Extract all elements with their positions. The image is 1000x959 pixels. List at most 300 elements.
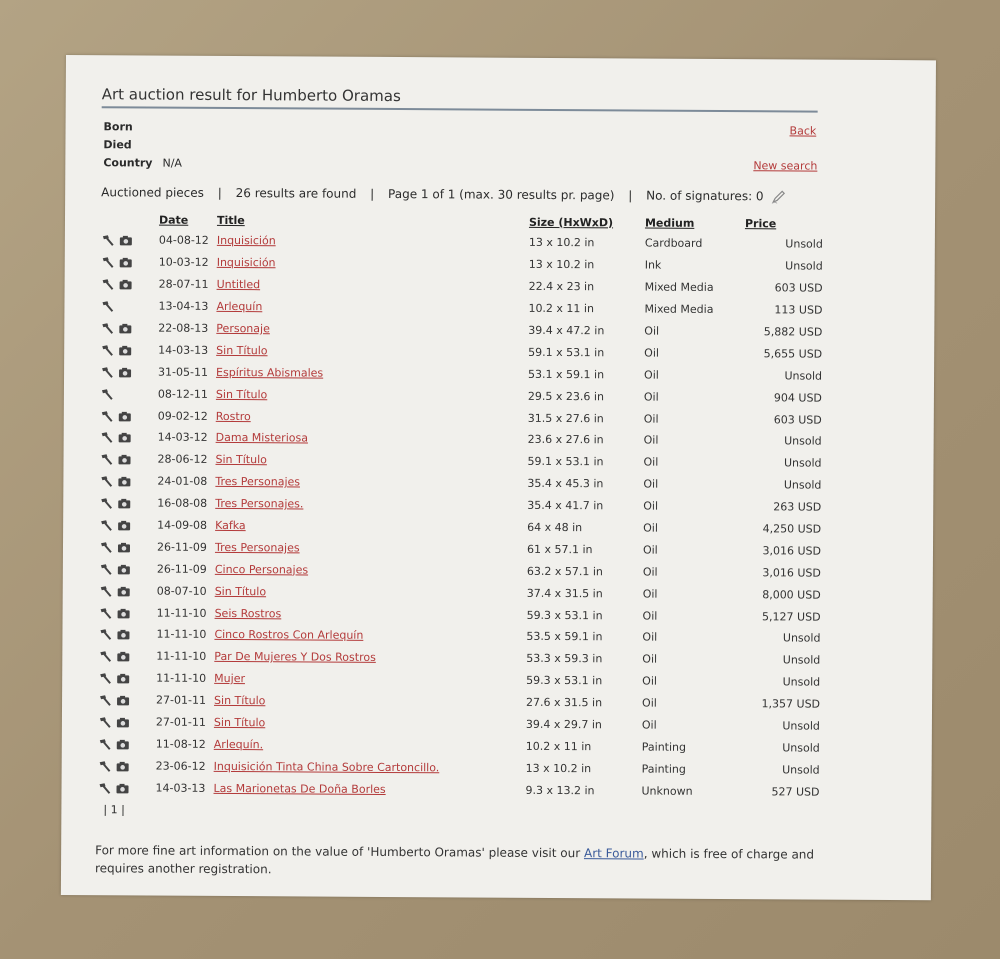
row-date: 28-07-11 xyxy=(158,277,209,292)
cell-size xyxy=(526,670,642,693)
cell-title xyxy=(216,339,528,363)
cell-medium xyxy=(643,561,743,584)
row-medium: Oil xyxy=(643,477,659,491)
camera-icon[interactable] xyxy=(118,431,136,444)
cell-medium xyxy=(643,495,743,518)
camera-icon[interactable] xyxy=(118,343,136,356)
cell-price xyxy=(742,671,820,693)
cell-price xyxy=(743,452,821,474)
camera-icon[interactable] xyxy=(117,453,135,466)
gavel-icon[interactable] xyxy=(101,234,119,247)
gavel-icon[interactable] xyxy=(99,584,117,597)
gavel-icon[interactable] xyxy=(100,431,118,444)
cell-price xyxy=(742,715,820,737)
row-size: 39.4 x 47.2 in xyxy=(528,323,605,338)
row-price: 527 USD xyxy=(771,785,820,799)
cell-date xyxy=(157,514,215,536)
cell-size xyxy=(526,648,642,671)
cell-date xyxy=(158,427,216,449)
row-size: 35.4 x 45.3 in xyxy=(527,477,604,491)
row-price: 8,000 USD xyxy=(762,587,821,602)
row-medium: Cardboard xyxy=(644,236,703,251)
row-icons xyxy=(100,404,158,426)
camera-icon[interactable] xyxy=(118,409,136,422)
cell-size xyxy=(526,735,642,758)
row-title-link[interactable]: Sin Título xyxy=(214,584,267,598)
results-table xyxy=(97,211,823,803)
row-price: Unsold xyxy=(782,719,820,733)
cell-medium xyxy=(641,780,741,803)
cell-medium xyxy=(643,605,743,628)
row-price: 904 USD xyxy=(773,391,822,405)
cell-price xyxy=(743,518,821,540)
row-price: 5,127 USD xyxy=(762,609,821,624)
cell-medium xyxy=(643,473,743,496)
cell-size xyxy=(527,495,643,518)
gavel-icon[interactable] xyxy=(98,650,116,663)
cell-price xyxy=(743,474,821,496)
row-price: 5,655 USD xyxy=(763,347,823,361)
cell-size xyxy=(529,232,645,255)
camera-icon[interactable] xyxy=(117,496,135,509)
cell-title xyxy=(217,230,529,254)
gavel-icon[interactable] xyxy=(98,759,116,772)
row-icons xyxy=(99,536,157,558)
row-price: Unsold xyxy=(782,763,820,777)
camera-icon[interactable] xyxy=(116,737,134,750)
row-size: 39.4 x 29.7 in xyxy=(525,717,602,732)
row-icons xyxy=(98,733,156,755)
row-date: 24-01-08 xyxy=(157,474,208,489)
gavel-icon[interactable] xyxy=(98,715,116,728)
cell-date xyxy=(157,448,215,470)
footer-text-before: For more fine art information on the value of 'Humberto Oramas' please visit our xyxy=(95,843,585,861)
gavel-icon[interactable] xyxy=(99,606,117,619)
row-icons xyxy=(98,667,156,689)
row-icons xyxy=(100,295,158,317)
gavel-icon[interactable] xyxy=(98,671,116,684)
cell-price xyxy=(744,299,822,321)
row-icons xyxy=(100,339,158,361)
cell-title xyxy=(216,383,528,407)
row-date: 26-11-09 xyxy=(156,540,207,554)
size-header[interactable]: Size (HxWxD) xyxy=(528,215,614,229)
row-icons xyxy=(99,601,157,623)
new-search-link[interactable]: New search xyxy=(753,159,818,173)
cell-title xyxy=(215,580,527,604)
row-icons xyxy=(99,492,157,514)
cell-date xyxy=(158,339,216,361)
cell-medium xyxy=(645,233,745,256)
cell-size xyxy=(525,779,641,802)
gavel-icon[interactable] xyxy=(100,299,118,312)
gavel-icon[interactable] xyxy=(98,737,116,750)
row-size: 35.4 x 41.7 in xyxy=(527,498,604,513)
cell-size xyxy=(528,341,644,364)
cell-size xyxy=(526,626,642,649)
cell-medium xyxy=(643,451,743,474)
cell-medium xyxy=(642,758,742,781)
row-price: 4,250 USD xyxy=(762,522,822,536)
row-date: 13-04-13 xyxy=(158,299,209,313)
camera-icon[interactable] xyxy=(117,584,135,597)
cell-medium xyxy=(642,648,742,671)
pen-icon[interactable] xyxy=(771,190,785,204)
gavel-icon[interactable] xyxy=(100,321,118,334)
row-title-link[interactable]: Par De Mujeres Y Dos Rostros xyxy=(214,650,376,665)
gavel-icon[interactable] xyxy=(101,277,119,290)
gavel-icon[interactable] xyxy=(99,496,117,509)
cell-date xyxy=(159,230,217,252)
cell-medium xyxy=(642,736,742,759)
camera-icon[interactable] xyxy=(117,606,135,619)
row-size: 13 x 10.2 in xyxy=(528,236,595,250)
cell-date xyxy=(156,733,214,755)
cell-price xyxy=(742,759,820,781)
cell-medium xyxy=(642,714,742,737)
gavel-icon[interactable] xyxy=(100,365,118,378)
row-date: 09-02-12 xyxy=(157,409,208,423)
gavel-icon[interactable] xyxy=(100,387,118,400)
row-price: 1,357 USD xyxy=(761,697,821,711)
cell-date xyxy=(157,602,215,624)
row-icons xyxy=(97,776,155,798)
row-icons xyxy=(99,448,157,470)
row-price: 603 USD xyxy=(773,412,822,427)
cell-size xyxy=(527,560,643,583)
row-price: Unsold xyxy=(782,675,821,689)
row-title-link[interactable]: Mujer xyxy=(214,672,246,686)
row-size: 59.1 x 53.1 in xyxy=(527,455,604,469)
row-price: Unsold xyxy=(782,741,820,755)
row-date: 27-01-11 xyxy=(156,693,207,708)
row-title-link[interactable]: Cinco Rostros Con Arlequín xyxy=(214,628,364,643)
row-size: 64 x 48 in xyxy=(527,520,583,535)
row-medium: Oil xyxy=(642,696,657,710)
row-title-link[interactable]: Cinco Personajes xyxy=(214,562,309,577)
cell-date xyxy=(158,405,216,427)
row-icons xyxy=(98,645,156,667)
camera-icon[interactable] xyxy=(116,759,134,772)
row-icons xyxy=(99,514,157,536)
cell-date xyxy=(157,470,215,492)
row-price: 263 USD xyxy=(773,500,822,514)
row-medium: Oil xyxy=(643,499,659,513)
cell-title xyxy=(216,361,528,385)
cell-size xyxy=(526,692,642,715)
cell-size xyxy=(527,582,643,605)
row-medium: Oil xyxy=(642,587,658,601)
cell-title xyxy=(216,296,528,320)
gavel-icon[interactable] xyxy=(99,453,117,466)
row-title-link[interactable]: Untitled xyxy=(216,278,261,292)
row-date: 08-12-11 xyxy=(157,387,208,401)
title-header[interactable]: Title xyxy=(216,213,245,227)
row-price: 3,016 USD xyxy=(762,544,822,558)
cell-size xyxy=(529,276,645,299)
row-price: Unsold xyxy=(784,369,823,383)
signatures-count: No. of signatures: 0 xyxy=(646,188,764,204)
camera-icon[interactable] xyxy=(116,715,134,728)
row-size: 59.3 x 53.1 in xyxy=(526,608,603,622)
cell-medium xyxy=(644,342,744,365)
cell-price xyxy=(743,562,821,584)
cell-size xyxy=(527,516,643,539)
camera-icon[interactable] xyxy=(119,256,137,269)
camera-icon[interactable] xyxy=(116,628,134,641)
gavel-icon[interactable] xyxy=(98,628,116,641)
cell-size xyxy=(528,319,644,342)
row-title-link[interactable]: Seis Rostros xyxy=(214,606,282,620)
cell-medium xyxy=(645,254,745,277)
row-title-link[interactable]: Sin Título xyxy=(214,694,266,708)
cell-title xyxy=(213,777,525,801)
row-size: 53.1 x 59.1 in xyxy=(528,367,605,382)
gavel-icon[interactable] xyxy=(99,518,117,531)
row-price: Unsold xyxy=(784,434,822,449)
cell-medium xyxy=(642,627,742,650)
row-title-link[interactable]: Kafka xyxy=(215,518,246,533)
cell-medium xyxy=(642,670,742,693)
row-title-link[interactable]: Dama Misteriosa xyxy=(215,431,309,445)
row-date: 10-03-12 xyxy=(158,255,209,270)
camera-icon[interactable] xyxy=(118,321,136,334)
row-icons xyxy=(101,229,159,251)
row-icons xyxy=(99,470,157,492)
row-title-link[interactable]: Inquisición xyxy=(216,256,276,270)
cell-price xyxy=(744,321,822,343)
row-title-link[interactable]: Rostro xyxy=(215,409,251,423)
camera-icon[interactable] xyxy=(118,365,136,378)
row-medium: Oil xyxy=(642,565,658,579)
separator: | xyxy=(370,186,375,201)
cell-date xyxy=(157,492,215,514)
camera-icon[interactable] xyxy=(116,693,134,706)
row-icons xyxy=(99,579,157,601)
date-header[interactable]: Date xyxy=(158,213,189,227)
row-price: Unsold xyxy=(782,631,821,646)
row-size: 37.4 x 31.5 in xyxy=(526,586,603,600)
row-price: Unsold xyxy=(783,478,822,492)
cell-title xyxy=(214,624,526,648)
row-price: 603 USD xyxy=(774,281,823,295)
row-date: 16-08-08 xyxy=(157,496,208,510)
icons-header xyxy=(101,211,159,229)
cell-size xyxy=(527,538,643,561)
camera-icon[interactable] xyxy=(115,781,133,794)
camera-icon[interactable] xyxy=(117,562,135,575)
cell-price xyxy=(744,386,822,408)
camera-icon[interactable] xyxy=(119,234,137,247)
row-date: 11-11-10 xyxy=(156,671,207,686)
row-medium: Oil xyxy=(642,652,658,666)
camera-icon[interactable] xyxy=(117,518,135,531)
cell-medium xyxy=(644,408,744,431)
row-title-link[interactable]: Sin Título xyxy=(216,343,268,358)
row-title-link[interactable]: Sin Título xyxy=(213,715,266,730)
cell-date xyxy=(156,624,214,646)
cell-price xyxy=(744,343,822,365)
gavel-icon[interactable] xyxy=(100,343,118,356)
gavel-icon[interactable] xyxy=(98,693,116,706)
row-size: 59.1 x 53.1 in xyxy=(528,345,605,360)
cell-price xyxy=(745,233,823,255)
gavel-icon[interactable] xyxy=(99,474,117,487)
row-medium: Oil xyxy=(643,521,658,535)
art-forum-link[interactable]: Art Forum xyxy=(583,846,644,861)
row-title-link[interactable]: Arlequín. xyxy=(213,737,264,752)
row-size: 31.5 x 27.6 in xyxy=(527,411,604,425)
row-date: 28-06-12 xyxy=(157,452,208,467)
gavel-icon[interactable] xyxy=(97,781,115,794)
gavel-icon[interactable] xyxy=(100,409,118,422)
row-title-link[interactable]: Sin Título xyxy=(215,453,267,467)
row-icons xyxy=(99,558,157,580)
gavel-icon[interactable] xyxy=(101,256,119,269)
price-header[interactable]: Price xyxy=(744,216,777,230)
cell-title xyxy=(214,712,526,736)
cell-size xyxy=(526,757,642,780)
pagination[interactable]: | 1 | xyxy=(103,803,125,817)
row-title-link[interactable]: Espíritus Abismales xyxy=(216,365,324,380)
separator: | xyxy=(217,185,222,200)
camera-icon[interactable] xyxy=(117,540,135,553)
cell-medium xyxy=(643,517,743,540)
cell-title xyxy=(214,733,526,757)
row-price: Unsold xyxy=(785,259,823,273)
cell-medium xyxy=(644,298,744,321)
medium-header[interactable]: Medium xyxy=(644,216,695,230)
cell-medium xyxy=(644,386,744,409)
row-title-link[interactable]: Las Marionetas De Doña Borles xyxy=(213,781,386,796)
page-info: Page 1 of 1 (max. 30 results pr. page) xyxy=(388,186,615,203)
gavel-icon[interactable] xyxy=(99,562,117,575)
row-medium: Mixed Media xyxy=(644,280,714,295)
cell-price xyxy=(742,737,820,759)
row-icons xyxy=(98,623,156,645)
cell-size xyxy=(527,604,643,627)
row-size: 29.5 x 23.6 in xyxy=(527,389,604,403)
row-medium: Ink xyxy=(644,258,662,272)
cell-date xyxy=(157,536,215,558)
camera-icon[interactable] xyxy=(116,650,134,663)
row-icons xyxy=(101,273,159,295)
row-price: Unsold xyxy=(785,237,823,252)
row-date: 27-01-11 xyxy=(155,715,206,729)
cell-title xyxy=(216,427,528,451)
cell-title xyxy=(217,252,529,276)
cell-title xyxy=(215,493,527,517)
cell-title xyxy=(217,274,529,298)
cell-size xyxy=(529,254,645,277)
row-title-link[interactable]: Personaje xyxy=(216,321,270,336)
cell-size xyxy=(526,713,642,736)
row-icons xyxy=(100,382,158,404)
row-size: 10.2 x 11 in xyxy=(528,301,595,316)
row-size: 22.4 x 23 in xyxy=(528,280,595,294)
row-size: 9.3 x 13.2 in xyxy=(525,783,595,797)
row-price: 113 USD xyxy=(774,303,823,317)
printed-page xyxy=(61,55,936,900)
table-row xyxy=(97,776,819,802)
cell-date xyxy=(158,295,216,317)
camera-icon[interactable] xyxy=(116,672,134,685)
row-medium: Oil xyxy=(644,368,659,382)
row-date: 11-11-10 xyxy=(156,628,207,642)
separator: | xyxy=(628,188,633,203)
row-size: 27.6 x 31.5 in xyxy=(526,695,603,710)
gavel-icon[interactable] xyxy=(99,540,117,553)
row-size: 53.5 x 59.1 in xyxy=(526,630,603,644)
cell-title xyxy=(214,668,526,692)
row-size: 23.6 x 27.6 in xyxy=(527,433,604,447)
cell-price xyxy=(744,364,822,386)
cell-size xyxy=(527,451,643,474)
cell-medium xyxy=(643,583,743,606)
country-value: N/A xyxy=(162,156,183,170)
row-icons xyxy=(101,251,159,273)
row-date: 22-08-13 xyxy=(158,321,209,335)
row-title-link[interactable]: Inquisición xyxy=(216,234,276,248)
cell-medium xyxy=(642,692,742,715)
cell-date xyxy=(158,317,216,339)
cell-title xyxy=(215,602,527,626)
row-title-link[interactable]: Inquisición Tinta China Sobre Cartoncillo. xyxy=(213,759,440,775)
row-price: 3,016 USD xyxy=(762,566,821,580)
row-title-link[interactable]: Tres Personajes xyxy=(214,540,300,555)
row-title-link[interactable]: Tres Personajes. xyxy=(215,497,304,511)
row-title-link[interactable]: Arlequín xyxy=(216,300,263,314)
cell-size xyxy=(528,385,644,408)
cell-price xyxy=(744,408,822,430)
camera-icon[interactable] xyxy=(117,475,135,488)
row-date: 31-05-11 xyxy=(158,365,209,379)
cell-size xyxy=(528,429,644,452)
row-medium: Oil xyxy=(642,609,658,623)
back-link[interactable]: Back xyxy=(789,124,817,138)
cell-date xyxy=(157,580,215,602)
row-title-link[interactable]: Sin Título xyxy=(215,387,268,401)
cell-date xyxy=(158,361,216,383)
cell-price xyxy=(742,693,820,715)
cell-price xyxy=(743,583,821,605)
row-medium: Painting xyxy=(641,762,686,776)
row-size: 13 x 10.2 in xyxy=(525,761,592,776)
cell-size xyxy=(528,298,644,321)
camera-icon[interactable] xyxy=(119,278,137,291)
footer-text-after: , which is free of charge and requires another registration. xyxy=(94,846,815,877)
row-date: 23-06-12 xyxy=(155,759,206,773)
row-date: 11-11-10 xyxy=(156,649,207,664)
cell-date xyxy=(159,273,217,295)
died-label: Died xyxy=(103,138,132,152)
row-date: 14-03-12 xyxy=(157,431,208,445)
row-title-link[interactable]: Tres Personajes xyxy=(215,475,301,489)
row-icons xyxy=(100,317,158,339)
row-date: 11-11-10 xyxy=(156,606,207,620)
row-medium: Oil xyxy=(643,390,659,404)
country-label: Country xyxy=(103,156,153,170)
results-summary xyxy=(101,185,785,204)
row-date: 11-08-12 xyxy=(155,737,206,751)
cell-title xyxy=(214,646,526,670)
row-icons xyxy=(98,689,156,711)
cell-date xyxy=(156,667,214,689)
cell-price xyxy=(743,496,821,518)
row-date: 08-07-10 xyxy=(156,584,207,598)
row-date: 26-11-09 xyxy=(156,562,207,576)
row-medium: Unknown xyxy=(641,784,693,798)
